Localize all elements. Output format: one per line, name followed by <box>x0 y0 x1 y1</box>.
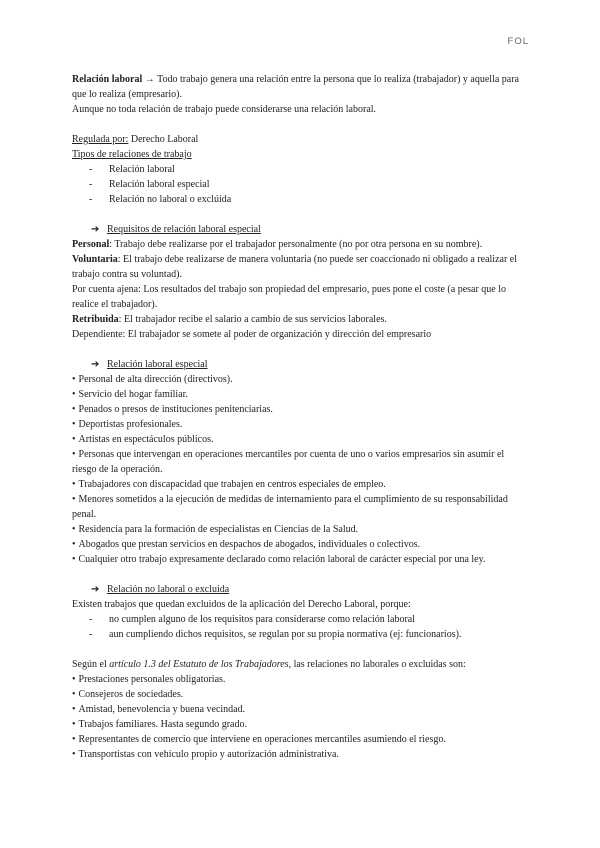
list-item <box>72 702 524 717</box>
especial-heading <box>72 357 524 372</box>
bullet-marker: • <box>72 704 76 715</box>
list-item-text: Personal de alta dirección (directivos). <box>78 374 233 385</box>
arrow-icon: ➔ <box>91 359 100 370</box>
requisito-text: : Trabajo debe realizarse por el trabajador personalmente (no por otra persona en su nombre). <box>109 239 483 250</box>
list-item-text: Cualquier otro trabajo expresamente declarado como relación laboral de carácter especial por una ley. <box>78 554 486 565</box>
list-item-text: Trabajos familiares. Hasta segundo grado. <box>78 719 247 730</box>
list-item-text: Transportistas con vehículo propio y autorización administrativa. <box>78 749 339 760</box>
list-item-text: Relación laboral especial <box>109 179 210 190</box>
list-item <box>72 492 524 522</box>
intro-definition <box>72 72 524 102</box>
list-item <box>72 537 524 552</box>
list-item-text: Personas que intervengan en operaciones mercantiles por cuenta de uno o varios empresarios sin asumir el riesgo de la operación. <box>72 449 505 475</box>
bullet-marker: • <box>72 494 76 505</box>
regulada-label: Regulada por: <box>72 134 129 145</box>
bullet-marker: • <box>72 419 76 430</box>
especial-heading-text: Relación laboral especial <box>107 359 208 370</box>
list-item <box>72 552 524 567</box>
list-item <box>72 612 524 627</box>
list-item <box>72 387 524 402</box>
bullet-marker: • <box>72 479 76 490</box>
bullet-marker: • <box>72 719 76 730</box>
list-item <box>72 372 524 387</box>
bullet-marker: • <box>72 389 76 400</box>
list-item-text: Menores sometidos a la ejecución de medidas de internamiento para el cumplimiento de su responsabilidad penal. <box>72 494 508 520</box>
list-item-text: Prestaciones personales obligatorias. <box>78 674 226 685</box>
intro-arrow: → <box>144 74 155 85</box>
bullet-marker: • <box>72 554 76 565</box>
dash-marker: - <box>89 179 93 190</box>
page-header-label: FOL <box>507 36 529 47</box>
list-item <box>72 192 524 207</box>
tipos-heading <box>72 147 524 162</box>
list-item <box>72 627 524 642</box>
list-item <box>72 417 524 432</box>
tipos-list <box>72 162 524 207</box>
list-item <box>72 717 524 732</box>
bullet-marker: • <box>72 449 76 460</box>
bullet-marker: • <box>72 434 76 445</box>
requisitos-heading <box>72 222 524 237</box>
requisito-text: : El trabajo debe realizarse de manera voluntaria (no puede ser coaccionado ni obligado a realizar el trabajo contra su voluntad). <box>72 254 518 280</box>
intro-note: Aunque no toda relación de trabajo puede considerarse una relación laboral. <box>72 104 377 115</box>
requisito-cuenta-ajena: Por cuenta ajena: Los resultados del trabajo son propiedad del empresario, pues pone el coste (a pesar que lo realice el trabajador). <box>72 284 507 310</box>
list-item-text: Relación laboral <box>109 164 175 175</box>
list-item-text: Artistas en espectáculos públicos. <box>78 434 214 445</box>
estatuto-reference: artículo 1.3 del Estatuto de los Trabajadores, <box>109 659 292 670</box>
requisito-voluntaria <box>72 252 524 282</box>
bullet-marker: • <box>72 689 76 700</box>
list-item-text: Trabajadores con discapacidad que trabajen en centros especiales de empleo. <box>78 479 386 490</box>
list-item-text: Representantes de comercio que interviene en operaciones mercantiles asumiendo el riesgo. <box>78 734 446 745</box>
list-item <box>72 672 524 687</box>
excluida-intro: Existen trabajos que quedan excluidos de la aplicación del Derecho Laboral, porque: <box>72 599 411 610</box>
bullet-marker: • <box>72 539 76 550</box>
estatuto-line <box>72 657 524 672</box>
list-item <box>72 747 524 762</box>
tipos-heading-text: Tipos de relaciones de trabajo <box>72 149 192 160</box>
dash-marker: - <box>89 614 93 625</box>
regulada-line <box>72 132 524 147</box>
estatuto-post: las relaciones no laborales o excluidas son: <box>291 659 466 670</box>
list-item-text: Consejeros de sociedades. <box>78 689 184 700</box>
requisito-retribuida <box>72 312 524 327</box>
bullet-marker: • <box>72 404 76 415</box>
list-item-text: Servicio del hogar familiar. <box>78 389 188 400</box>
list-item <box>72 447 524 477</box>
requisito-text: : El trabajador recibe el salario a cambio de sus servicios laborales. <box>118 314 387 325</box>
list-item <box>72 402 524 417</box>
document-body <box>72 72 524 762</box>
bullet-marker: • <box>72 734 76 745</box>
arrow-icon: ➔ <box>91 584 100 595</box>
bullet-marker: • <box>72 374 76 385</box>
list-item-text: Amistad, benevolencia y buena vecindad. <box>78 704 246 715</box>
requisito-term: Voluntaria <box>72 254 118 265</box>
dash-marker: - <box>89 164 93 175</box>
list-item <box>72 177 524 192</box>
requisitos-heading-text: Requisitos de relación laboral especial <box>107 224 261 235</box>
especial-list <box>72 372 524 567</box>
estatuto-pre: Según el <box>72 659 110 670</box>
list-item-text: no cumplen alguno de los requisitos para considerarse como relación laboral <box>109 614 416 625</box>
excluida-heading <box>72 582 524 597</box>
requisito-term: Retribuida <box>72 314 119 325</box>
list-item-text: Relación no laboral o exclúida <box>109 194 232 205</box>
list-item-text: Abogados que prestan servicios en despachos de abogados, individuales o colectivos. <box>78 539 421 550</box>
excluida-reasons <box>72 612 524 642</box>
arrow-icon: ➔ <box>91 224 100 235</box>
intro-definition-text: Todo trabajo genera una relación entre la persona que lo realiza (trabajador) y aquella para que lo realiza (empresario). <box>72 74 519 100</box>
list-item-text: Penados o presos de instituciones penitenciarias. <box>78 404 273 415</box>
list-item <box>72 732 524 747</box>
bullet-marker: • <box>72 749 76 760</box>
dash-marker: - <box>89 194 93 205</box>
dash-marker: - <box>89 629 93 640</box>
requisito-term: Personal <box>72 239 110 250</box>
list-item <box>72 477 524 492</box>
list-item <box>72 432 524 447</box>
list-item-text: aun cumpliendo dichos requisitos, se regulan por su propia normativa (ej: funcionarios). <box>109 629 462 640</box>
list-item <box>72 522 524 537</box>
intro-term: Relación laboral <box>72 74 143 85</box>
bullet-marker: • <box>72 674 76 685</box>
requisito-dependiente: Dependiente: El trabajador se somete al poder de organización y dirección del empresario <box>72 329 432 340</box>
requisito-personal <box>72 237 524 252</box>
regulada-value: Derecho Laboral <box>128 134 199 145</box>
list-item <box>72 162 524 177</box>
excluida-list <box>72 672 524 762</box>
list-item-text: Residencia para la formación de especialistas en Ciencias de la Salud. <box>78 524 359 535</box>
excluida-heading-text: Relación no laboral o excluida <box>107 584 230 595</box>
list-item-text: Deportistas profesionales. <box>78 419 183 430</box>
bullet-marker: • <box>72 524 76 535</box>
list-item <box>72 687 524 702</box>
